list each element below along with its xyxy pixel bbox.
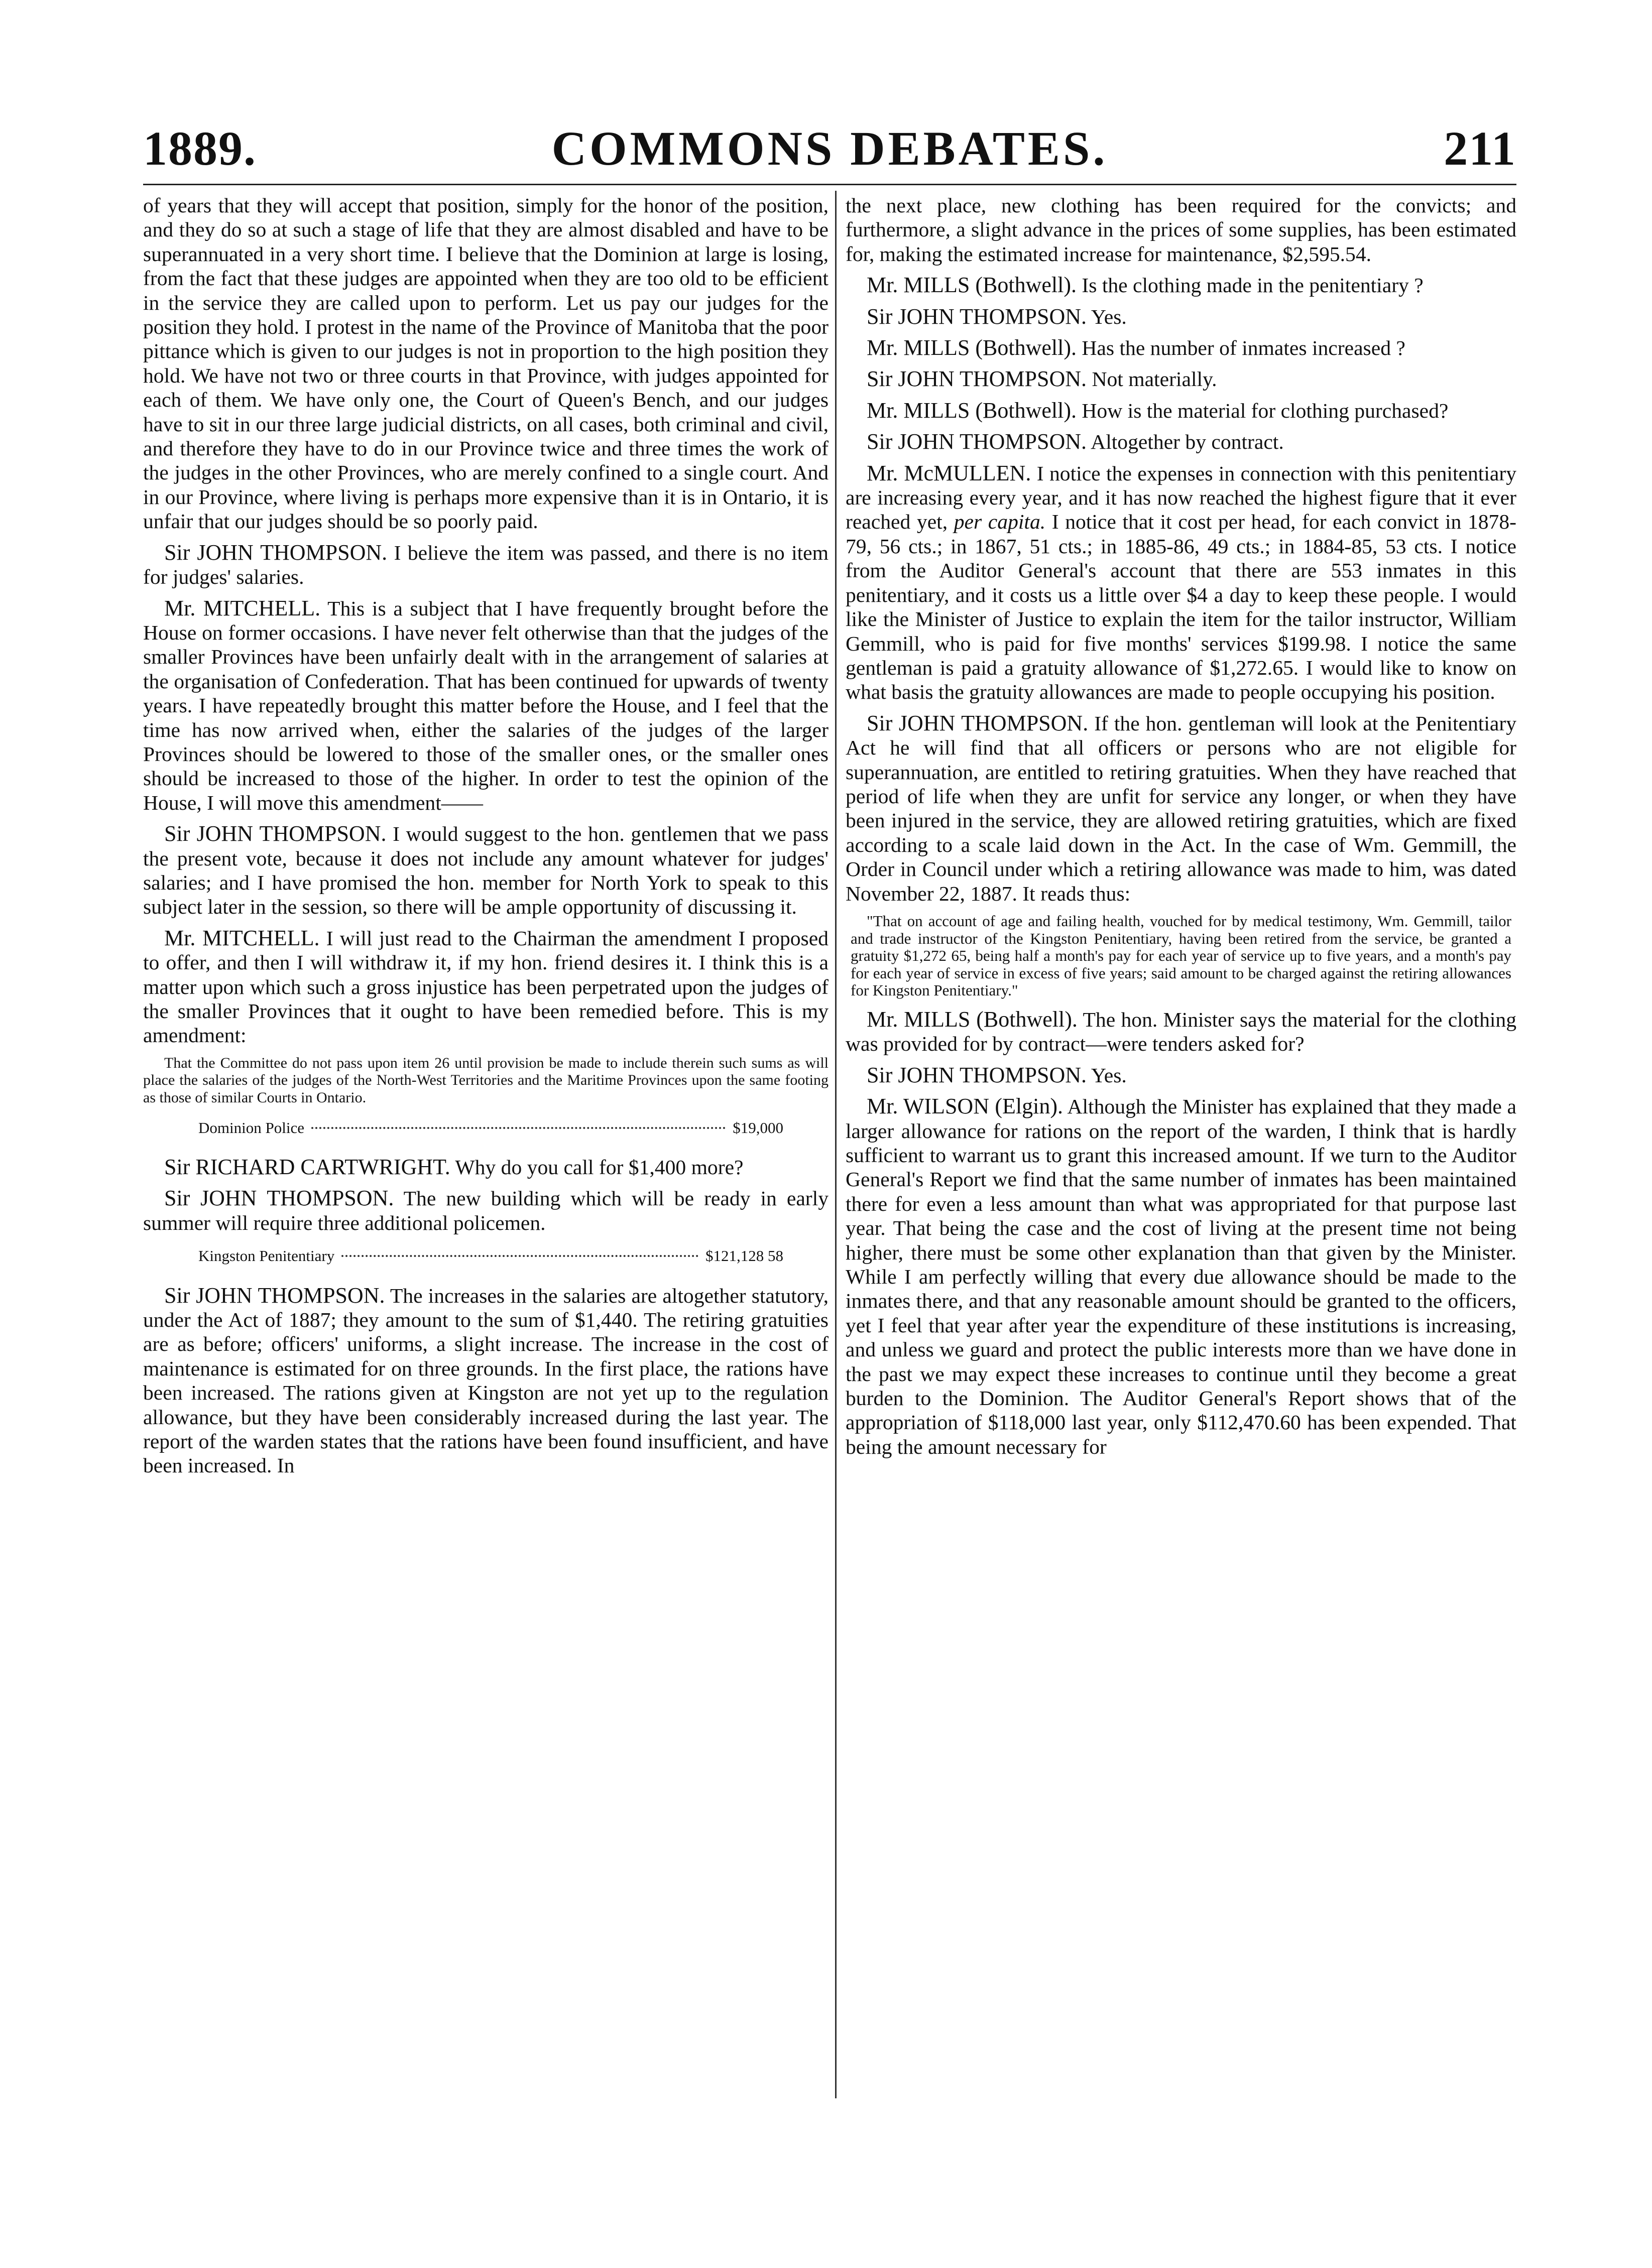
paragraph: Sir JOHN THOMPSON. Yes.	[867, 1062, 1127, 1087]
header-page-number: 211	[1444, 121, 1516, 175]
speaker-name: Sir JOHN THOMPSON.	[164, 1186, 394, 1211]
speaker-name: Sir JOHN THOMPSON.	[867, 304, 1087, 329]
leader-dots	[311, 1127, 726, 1129]
speaker-name: Mr. MILLS (Bothwell).	[867, 335, 1077, 360]
amendment-text: That the Committee do not pass upon item 26 until provision be made to include therein such sums as will place the salaries of the judges of the North-West Territories and the Maritime Provinces upon the same footing as those of similar Courts in Ontario.	[143, 1054, 829, 1106]
paragraph: Sir JOHN THOMPSON. The new building which will be ready in early summer will require three additional policemen.	[143, 1186, 829, 1234]
header-year: 1889.	[143, 121, 257, 175]
speaker-name: Mr. MITCHELL.	[164, 925, 320, 950]
paragraph: Mr. McMULLEN. I notice the expenses in connection with this penitentiary are increasing every year, and it has now reached the highest figure that it ever reached yet, per capita. I notice that it cost per head, for each convict in 1878-79, 56 cts.; in 1867, 51 cts.; in 1885-86, 49 cts.; in 1884-85, 53 cts. I notice from the Auditor General's account that there are 553 inmates in this penitentiary, and it costs us a little over $4 a day to keep these people. I would like the Minister of Justice to explain the item for the tailor instructor, William Gemmill, who is paid for five months' services $199.98. I notice the same gentleman is paid a gratuity allowance of $1,272.65. I would like to know on what basis the gratuity allowances are made to people occupying his position.	[846, 460, 1517, 704]
left-column	[143, 193, 829, 1485]
paragraph: of years that they will accept that position, simply for the honor of the position, and they do so at such a stage of life that they are almost disabled and have to be superannuated in a very short time. I believe that the Dominion at large is losing, from the fact that these judges are appointed when they are too old to be efficient in the service they are called upon to perform. Let us pay our judges for the position they hold. I protest in the name of the Province of Manitoba that the poor pittance which is given to our judges is not in proportion to the high position they hold. We have not two or three courts in that Province, with judges appointed for each of them. We have only one, the Court of Queen's Bench, and our judges have to sit in our three large judicial districts, on all cases, both criminal and civil, and therefore they have to do in our Province twice and three times the work of the judges in the other Provinces, who are merely confined to a single court. And in our Province, where living is perhaps more expensive than it is in Ontario, it is unfair that our judges should be so poorly paid.	[143, 194, 829, 533]
speaker-name: Mr. MILLS (Bothwell).	[867, 398, 1077, 423]
header-rule	[143, 184, 1516, 185]
estimate-amount: $19,000	[733, 1118, 783, 1137]
speaker-name: Sir RICHARD CARTWRIGHT.	[164, 1155, 450, 1179]
paragraph: Sir JOHN THOMPSON. I would suggest to the hon. gentlemen that we pass the present vote, because it does not include any amount whatever for judges' salaries; and I have promised the hon. member for North York to speak to this subject later in the session, so there will be ample opportunity of discussing it.	[143, 821, 829, 919]
order-in-council-quote: "That on account of age and failing health, vouched for by medical testimony, Wm. Gemmill, tailor and trade instructor of the Kingston Penitentiary, having been retired from the service, be granted a gratuity $1,272 65, being half a month's pay for each year of service up to five years, and a month's pay for each year of service in excess of five years; said amount to be charged against the retiring allowances for Kingston Penitentiary."	[851, 912, 1511, 999]
paragraph: Sir JOHN THOMPSON. The increases in the salaries are altogether statutory, under the Act of 1887; they amount to the sum of $1,440. The retiring gratuities are as before; officers' uniforms, a slight increase. The increase in the cost of maintenance is estimated for on three grounds. In the first place, the rations have been increased. The rations given at Kingston are not yet up to the regulation allowance, but they have been considerably increased during the last year. The report of the warden states that the rations have been found insufficient, and have been increased. In	[143, 1283, 829, 1477]
page-header	[143, 120, 1516, 176]
paragraph: Mr. MILLS (Bothwell). How is the material for clothing purchased?	[867, 398, 1449, 423]
leader-dots	[341, 1255, 698, 1257]
speaker-name: Sir JOHN THOMPSON.	[867, 1062, 1087, 1087]
speaker-name: Sir JOHN THOMPSON.	[164, 540, 388, 565]
column-divider	[835, 191, 837, 2098]
paragraph: Sir JOHN THOMPSON. Yes.	[867, 304, 1127, 329]
right-column	[846, 193, 1516, 1466]
speaker-name: Mr. MILLS (Bothwell).	[867, 273, 1077, 298]
estimate-label: Kingston Penitentiary	[198, 1247, 335, 1265]
paragraph: Mr. MILLS (Bothwell). The hon. Minister says the material for the clothing was provided for by contract—were tenders asked for?	[846, 1006, 1517, 1056]
header-title: COMMONS DEBATES.	[551, 121, 1108, 175]
paragraph: Mr. MILLS (Bothwell). Has the number of inmates increased ?	[867, 335, 1405, 360]
speaker-name: Sir JOHN THOMPSON.	[867, 366, 1087, 392]
paragraph: Sir JOHN THOMPSON. Altogether by contract.	[867, 429, 1284, 454]
paragraph: Mr. MITCHELL. I will just read to the Chairman the amendment I proposed to offer, and then I will withdraw it, if my hon. friend desires it. I think this is a matter upon which such a gross injustice has been perpetrated upon the judges of the smaller Provinces that it ought to have been remedied before. This is my amendment:	[143, 925, 829, 1047]
paragraph: Mr. MILLS (Bothwell). Is the clothing made in the penitentiary ?	[867, 273, 1424, 298]
speaker-name: Sir JOHN THOMPSON.	[164, 1283, 385, 1308]
paragraph: Mr. MITCHELL. This is a subject that I have frequently brought before the House on former occasions. I have never felt otherwise than that the judges of the smaller Provinces have been unfairly dealt with in the arrangement of salaries at the organisation of Confederation. That has been continued for upwards of twenty years. I have repeatedly brought this matter before the House, and I feel that the time has now arrived when, either the salaries of the judges of the larger Provinces should be lowered to those of the smaller ones, or the smaller ones should be increased to those of the higher. In order to test the opinion of the House, I will move this amendment——	[143, 595, 829, 814]
speaker-name: Mr. MITCHELL.	[164, 595, 321, 620]
paragraph: Sir JOHN THOMPSON. I believe the item was passed, and there is no item for judges' salaries.	[143, 540, 829, 589]
paragraph: Sir RICHARD CARTWRIGHT. Why do you call for $1,400 more?	[164, 1155, 744, 1179]
speaker-name: Mr. McMULLEN.	[867, 460, 1031, 485]
paragraph: the next place, new clothing has been required for the convicts; and furthermore, a slight advance in the prices of some supplies, has been estimated for, making the estimated increase for maintenance, $2,595.54.	[846, 194, 1516, 266]
speaker-name: Mr. WILSON (Elgin).	[867, 1094, 1063, 1119]
estimate-item	[143, 1244, 829, 1268]
speaker-name: Sir JOHN THOMPSON.	[164, 821, 387, 846]
estimate-item	[143, 1116, 829, 1140]
paragraph: Mr. WILSON (Elgin). Although the Minister has explained that they made a larger allowance for rations on the report of the warden, I think that is hardly sufficient to warrant us to grant this increased amount. If we turn to the Auditor General's Report we find that the same number of inmates has been maintained there for even a less amount than what was appropriated for that purpose last year. That being the case and the cost of living at the present time not being higher, there must be some other explanation than that given by the Minister. While I am perfectly willing that every due allowance should be made to the inmates there, and that any reasonable amount should be granted to the officers, yet I feel that year after year the expenditure of these institutions is increasing, and unless we guard and protect the public interests more than we have done in the past we may expect these increases to continue until they become a great burden to the Dominion. The Auditor General's Report shows that of the appropriation of $118,000 last year, only $112,470.60 has been expended. That being the amount necessary for	[846, 1094, 1517, 1458]
italic-phrase: per capita.	[954, 510, 1046, 534]
paragraph: Sir JOHN THOMPSON. If the hon. gentleman will look at the Penitentiary Act he will find that all officers or persons who are not eligible for superannuation, are entitled to retiring gratuities. When they have reached that period of life when they are unfit for service any longer, or when they have been injured in the service, they are allowed retiring gratuities, which are fixed according to a scale laid down in the Act. In the case of Wm. Gemmill, the Order in Council under which a retiring allowance was made to him, was dated November 22, 1887. It reads thus:	[846, 710, 1517, 905]
estimate-label: Dominion Police	[198, 1118, 304, 1137]
estimate-amount: $121,128 58	[705, 1247, 783, 1265]
paragraph: Sir JOHN THOMPSON. Not materially.	[867, 366, 1217, 392]
speaker-name: Sir JOHN THOMPSON.	[867, 710, 1089, 735]
speaker-name: Sir JOHN THOMPSON.	[867, 429, 1087, 454]
speaker-name: Mr. MILLS (Bothwell).	[867, 1006, 1078, 1032]
